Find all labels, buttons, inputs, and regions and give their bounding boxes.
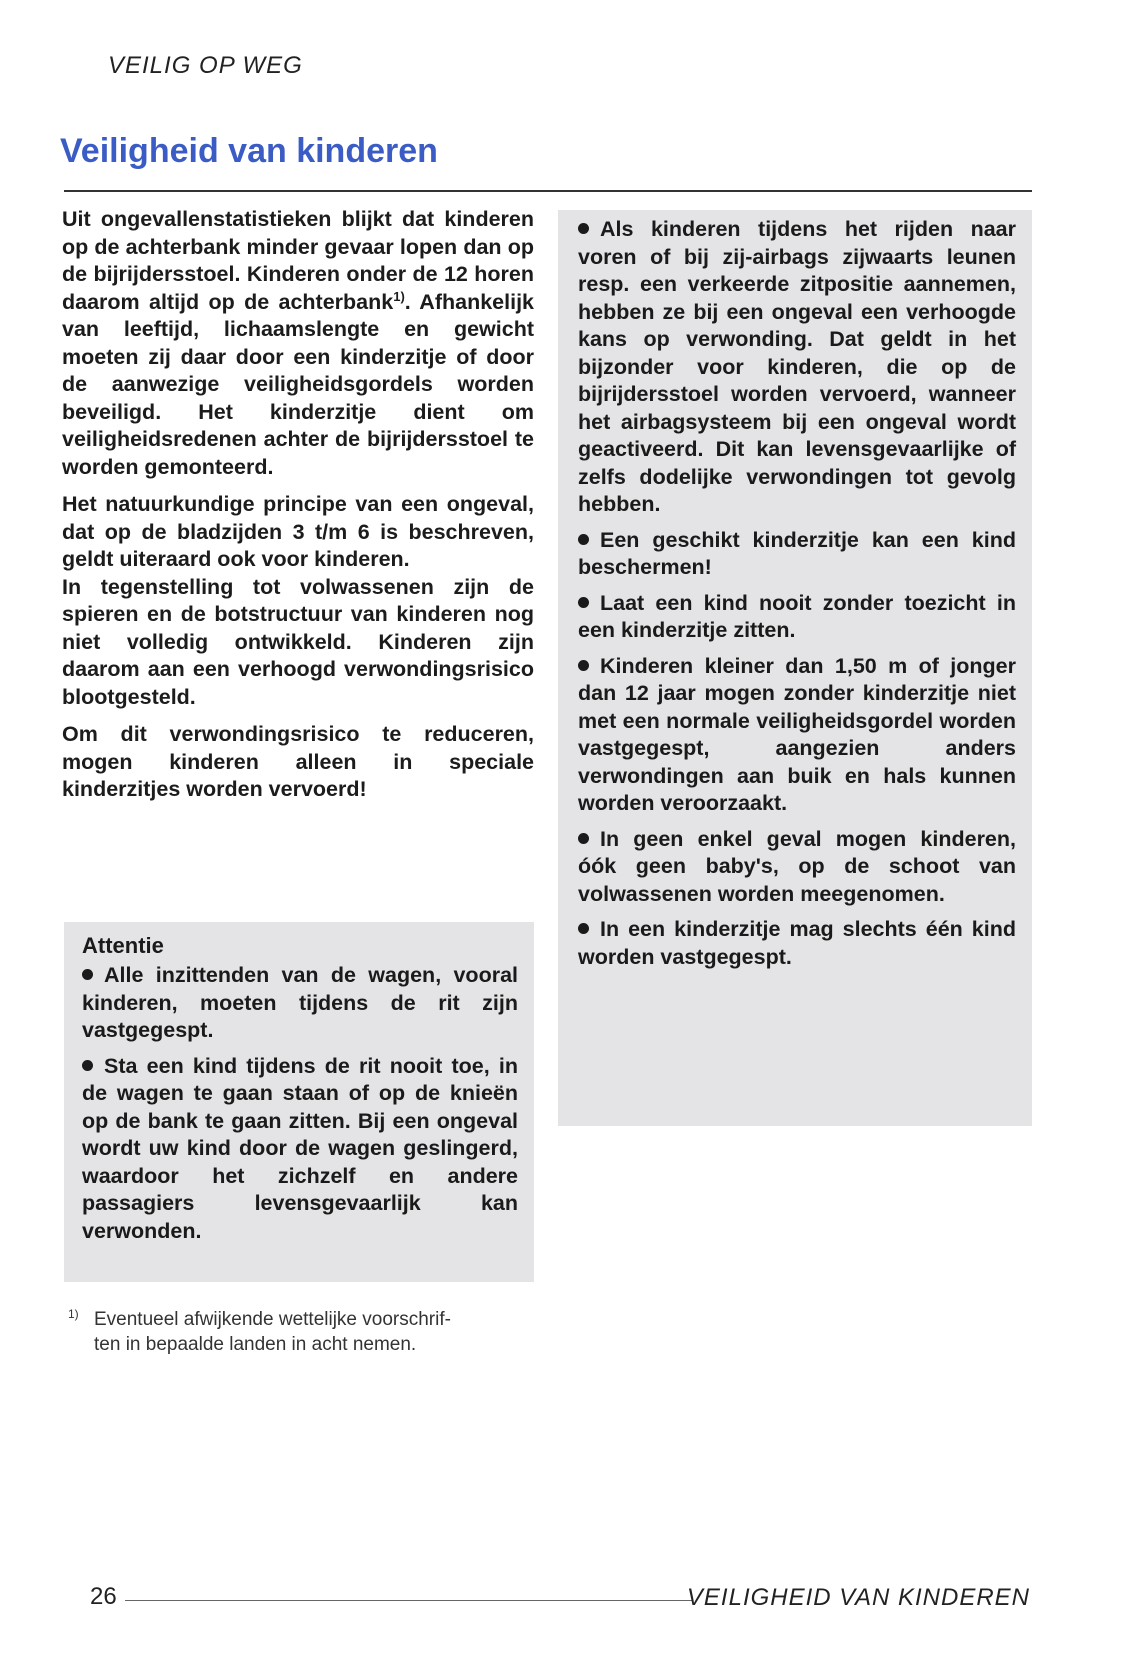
title-rule [64, 190, 1032, 192]
running-foot: VEILIGHEID VAN KINDEREN [686, 1584, 1030, 1611]
footnote [68, 1302, 538, 1357]
warning-bullet [578, 216, 1016, 519]
warning-box [558, 210, 1032, 1126]
attention-title: Attentie [82, 933, 164, 958]
bullet-icon [578, 223, 589, 234]
footnote-mark: 1) [68, 1307, 79, 1321]
page-number: 26 [90, 1583, 117, 1610]
bullet-icon [82, 1060, 93, 1071]
bullet-icon [578, 923, 589, 934]
paragraph-intro [62, 206, 534, 481]
warning-bullet [578, 916, 1016, 971]
warning-bullet [578, 826, 1016, 909]
warning-bullet [578, 653, 1016, 818]
paragraph-intro-continued: . Afhankelijk van leeftijd, lichaamslengte en gewicht moeten zij daar door een kinderzitje of door de aanwezige veiligheidsgordels worden beveiligd. Het kinderzitje dient om veiligheidsredenen achter de bijrijdersstoel te worden gemonteerd. [62, 289, 535, 479]
bullet-icon [82, 969, 93, 980]
bullet-icon [578, 660, 589, 671]
attention-bullet [82, 1053, 518, 1246]
warning-bullet-text: Als kinderen tijdens het rijden naar voren of bij zij-airbags zijwaarts leunen resp. een verkeerde zitpositie aannemen, hebben ze bij een ongeval een verhoogde kans op verwonding. Dat geldt in het bijzonder voor kinderen, die op de bijrijdersstoel worden vervoerd, wanneer het airbagsysteem bij een ongeval wordt geactiveerd. Dit kan levensgevaarlijke of zelfs dodelijke verwondingen tot gevolg hebben. [578, 217, 1016, 516]
bullet-icon [578, 597, 589, 608]
bullet-icon [578, 534, 589, 545]
warning-bullet [578, 590, 1016, 645]
attention-bullet-text: Sta een kind tijdens de rit nooit toe, in de wagen te gaan staan of op de knieën op de bank te gaan zitten. Bij een ongeval wordt uw kind door de wagen geslingerd, waardoor het zichzelf en andere passagiers levensgevaarlijk kan verwonden. [82, 1053, 518, 1243]
bullet-icon [578, 833, 589, 844]
paragraph-reduce-risk: Om dit verwondingsrisico te reduceren, mogen kinderen alleen in speciale kinderzitjes worden vervoerd! [62, 722, 534, 801]
footnote-line [68, 1302, 538, 1332]
warning-bullet-text: In een kinderzitje mag slechts één kind worden vastgegespt. [578, 917, 1016, 969]
warning-bullet-text: Kinderen kleiner dan 1,50 m of jonger dan 12 jaar mogen zonder kinderzitje niet met een normale veiligheidsgordel worden vastgegespt, aangezien anders verwondingen aan buik en hals kunnen worden veroorzaakt. [578, 653, 1016, 815]
paragraph-principle: Het natuurkundige principe van een ongeval, dat op de bladzijden 3 t/m 6 is beschreven, geldt uiteraard ook voor kinderen. [62, 492, 534, 571]
attention-box [64, 922, 534, 1282]
left-column [62, 206, 534, 814]
warning-bullet-text: Laat een kind nooit zonder toezicht in een kinderzitje zitten. [578, 590, 1016, 642]
footnote-reference: 1) [393, 288, 405, 304]
warning-bullet-text: Een geschikt kinderzitje kan een kind beschermen! [578, 527, 1016, 579]
page-title: Veiligheid van kinderen [60, 132, 438, 170]
warning-bullet [578, 527, 1016, 582]
attention-bullet-text: Alle inzittenden van de wagen, vooral kinderen, moeten tijdens de rit zijn vastgegespt. [82, 963, 518, 1042]
footnote-line-1: Eventueel afwijkende wettelijke voorschrif- [94, 1309, 451, 1330]
paragraph-intro-text: Uit ongevallenstatistieken blijkt dat kinderen op de achterbank minder gevaar lopen dan op de bijrijdersstoel. Kinderen onder de 12 horen daarom altijd op de achterbank [62, 207, 534, 314]
footer-rule [125, 1600, 693, 1601]
attention-bullet [82, 962, 518, 1045]
footnote-line-2: ten in bepaalde landen in acht nemen. [94, 1334, 417, 1355]
warning-bullet-text: In geen enkel geval mogen kinderen, óók geen baby's, op de schoot van volwassenen worden meegenomen. [578, 826, 1016, 906]
running-head: VEILIG OP WEG [108, 52, 303, 79]
paragraph-development: In tegenstelling tot volwassenen zijn de spieren en de botstructuur van kinderen nog niet volledig ontwikkeld. Kinderen zijn daarom aan een verhoogd verwondingsrisico blootgesteld. [62, 574, 534, 709]
